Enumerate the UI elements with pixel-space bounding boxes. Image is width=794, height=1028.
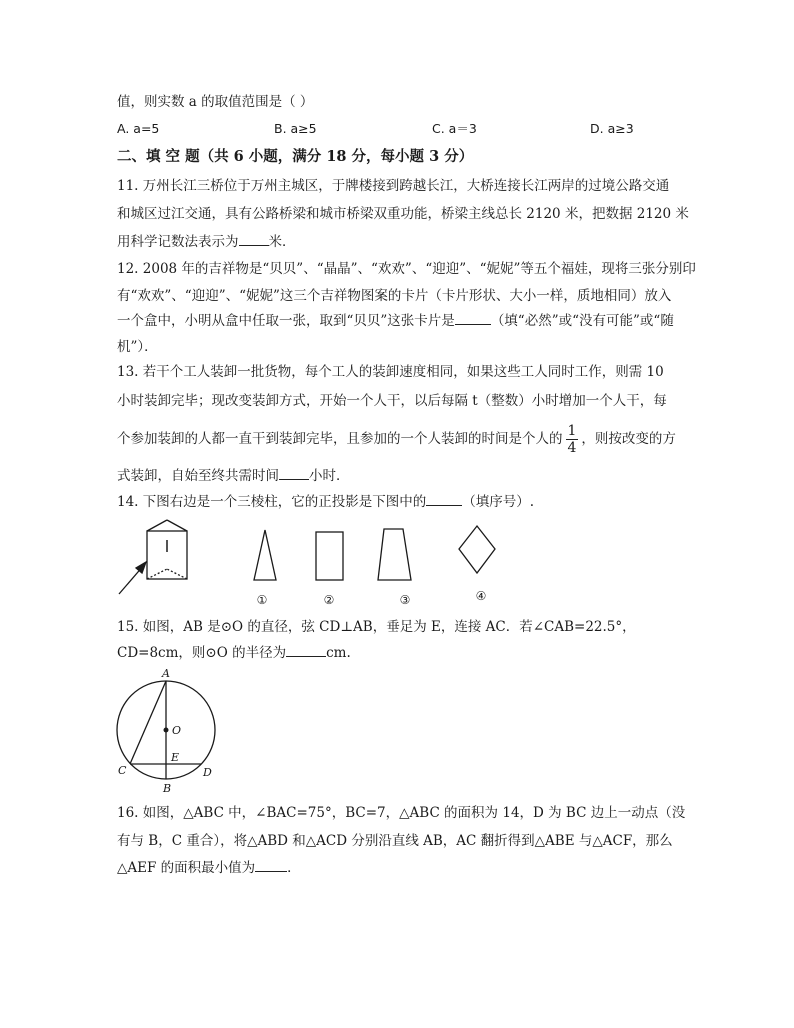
q13-line-2: 小时装卸完毕；现改变装卸方式，开始一个人干，以后每隔 t（整数）小时增加一个人干，每 (117, 393, 667, 409)
q14-hint: （填序号）. (462, 494, 535, 510)
q13-text-end: ，则按改变的方 (581, 431, 676, 447)
q11-answer-blank[interactable] (239, 233, 269, 246)
q10-option-c: C. a＝3 (432, 121, 477, 136)
q16-line-1: 16. 如图，△ABC 中，∠BAC=75°，BC=7，△ABC 的面积为 14，D 为 BC 边上一动点（没 (117, 805, 686, 821)
q16-text: △AEF 的面积最小值为 (117, 860, 256, 876)
segment-ac (130, 681, 166, 764)
q10-option-a: A. a=5 (117, 121, 160, 136)
q13-unit: 小时． (309, 468, 350, 484)
q13-line-4 (117, 466, 350, 486)
q16-answer-blank[interactable] (255, 859, 287, 872)
q13-line-1: 13. 若干个工人装卸一批货物，每个工人的装卸速度相同，如果这些工人同时工作，则需 10 (117, 364, 664, 380)
option-4-rhombus (459, 526, 495, 573)
q12-text: 一个盒中，小明从盒中任取一张，取到“贝贝”这张卡片是 (117, 313, 455, 329)
q11-unit: 米． (268, 234, 296, 250)
q11-line-1: 11. 万州长江三桥位于万州主城区，于牌楼接到跨越长江，大桥连接长江两岸的过境公路交通 (117, 178, 670, 194)
label-b: B (163, 782, 172, 795)
q14-figure (115, 517, 499, 609)
triangular-prism (147, 520, 187, 579)
q11-line-2: 和城区过江交通，具有公路桥梁和城市桥梁双重功能，桥梁主线总长 2120 米，把数据 2120 米 (117, 206, 689, 222)
q14-stem (117, 492, 534, 512)
q14-label-3: ③ (399, 593, 411, 607)
label-e: E (171, 751, 180, 764)
center-point (164, 728, 169, 733)
q11-line-3 (117, 232, 296, 252)
option-2-rectangle (316, 532, 343, 580)
q12-line-2: 有“欢欢”、“迎迎”、“妮妮”这三个吉祥物图案的卡片（卡片形状、大小一样，质地相同）放入 (117, 288, 672, 304)
label-d: D (203, 766, 212, 779)
label-a: A (162, 667, 170, 680)
q14-answer-blank[interactable] (426, 493, 462, 506)
q15-answer-blank[interactable] (286, 644, 326, 657)
q12-answer-blank[interactable] (455, 312, 491, 325)
q15-text: CD=8cm，则⊙O 的半径为 (117, 645, 287, 661)
q14-label-1: ① (256, 593, 268, 607)
q12-line-3 (117, 311, 674, 331)
q12-hint: （填“必然”或“没有可能”或“随 (490, 313, 674, 329)
q11-text: 用科学记数法表示为 (117, 234, 239, 250)
q15-line-2 (117, 643, 351, 663)
q13-text: 个参加装卸的人都一直干到装卸完毕，且参加的一个人装卸的时间是个人的 (117, 431, 563, 447)
label-c: C (118, 764, 127, 777)
q14-label-4: ④ (475, 589, 487, 603)
option-1-triangle (254, 530, 276, 580)
q12-line-4: 机”）． (117, 339, 158, 355)
q13-answer-blank[interactable] (279, 467, 309, 480)
q14-label-2: ② (323, 593, 335, 607)
q13-fraction (566, 423, 579, 456)
q15-line-1: 15. 如图，AB 是⊙O 的直径，弦 CD⊥AB，垂足为 E，连接 AC．若∠CAB=22.5°， (117, 619, 636, 635)
q13-fraction-denominator: 4 (567, 440, 577, 456)
q10-option-d: D. a≥3 (590, 121, 634, 136)
q13-fraction-numerator: 1 (567, 423, 577, 439)
q10-stem: 值，则实数 a 的取值范围是（ ） (117, 94, 314, 110)
q15-unit: cm. (326, 645, 351, 661)
q10-option-b: B. a≥5 (274, 121, 317, 136)
q16-end: ． (287, 860, 301, 876)
q13-line-3 (117, 421, 676, 457)
q16-line-2: 有与 B，C 重合），将△ABD 和△ACD 分别沿直线 AB，AC 翻折得到△ABE 与△ACF，那么 (117, 833, 673, 849)
q15-circle-figure (113, 666, 223, 796)
option-3-trapezoid (378, 529, 411, 580)
q16-line-3 (117, 858, 301, 878)
label-o: O (172, 724, 182, 737)
section-heading: 二、填 空 题（共 6 小题，满分 18 分，每小题 3 分） (117, 148, 474, 165)
q14-text: 14. 下图右边是一个三棱柱，它的正投影是下图中的 (117, 494, 427, 510)
view-arrow (119, 562, 146, 594)
q13-text-2: 式装卸，自始至终共需时间 (117, 468, 279, 484)
q12-line-1: 12. 2008 年的吉祥物是“贝贝”、“晶晶”、“欢欢”、“迎迎”、“妮妮”等五个福娃，现将三张分别印 (117, 261, 696, 277)
